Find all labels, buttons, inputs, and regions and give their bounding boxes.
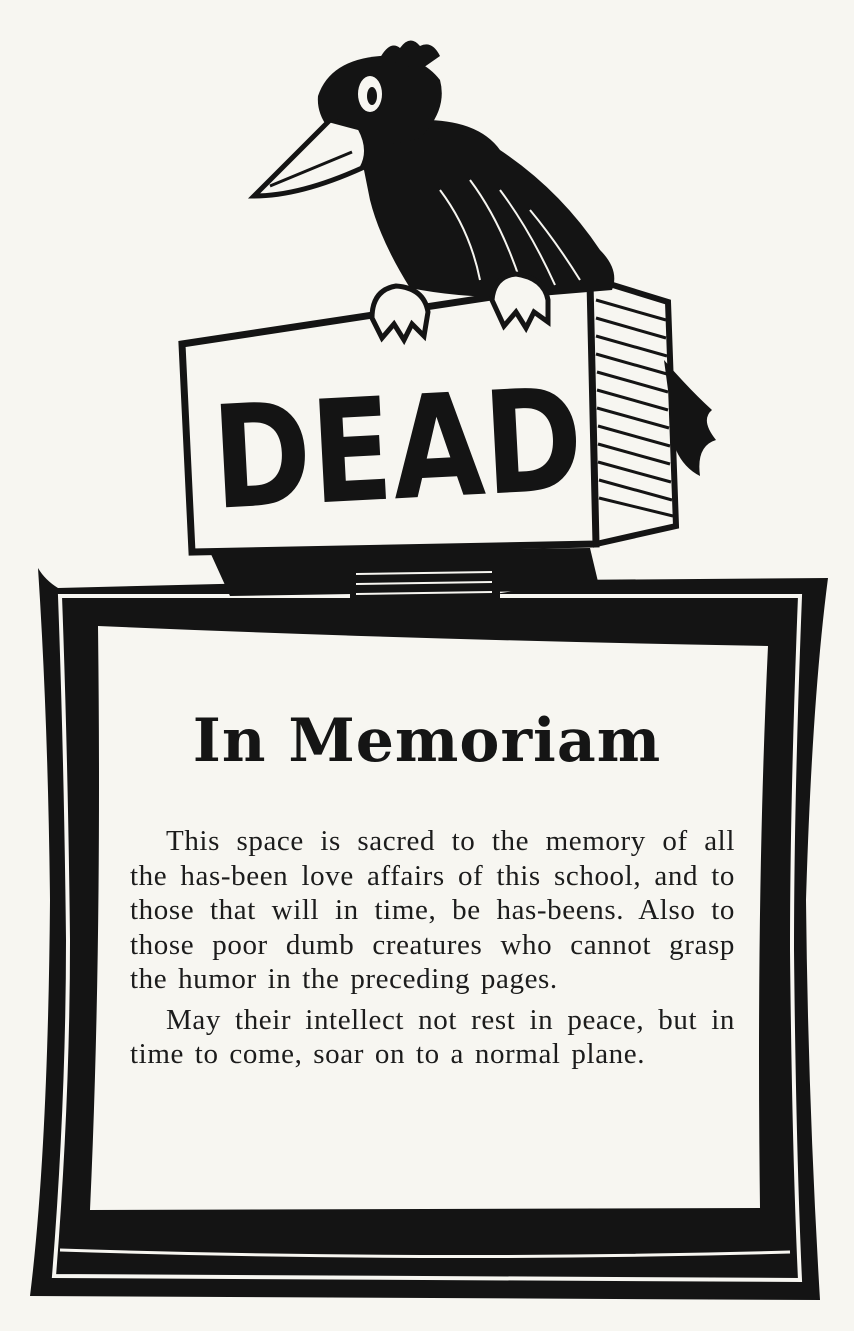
memorial-paragraph-2: May their intellect not rest in peace, but in time to come, soar on to a normal plane. xyxy=(130,1003,735,1070)
memorial-text xyxy=(130,824,735,1078)
memorial-paragraph-1: This space is sacred to the memory of all the has-been love affairs of this school, and to those that will in time, be has-beens. Also to those poor dumb creatures who cannot grasp the humor in the preceding pages. xyxy=(130,825,735,995)
memorial-title: In Memoriam xyxy=(192,706,662,776)
sign-label: DEAD xyxy=(208,353,660,542)
